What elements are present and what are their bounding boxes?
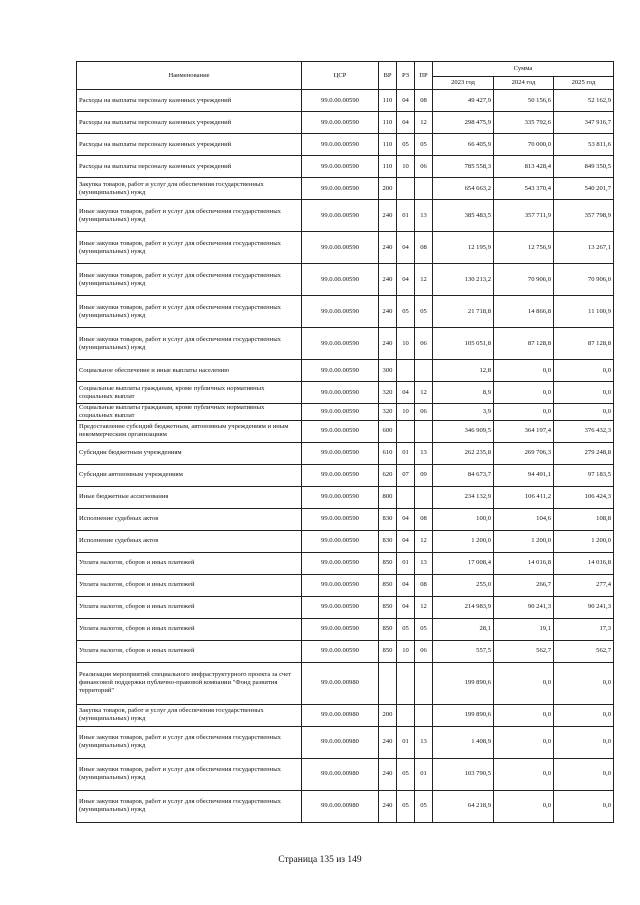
header-year-2025: 2025 год bbox=[554, 77, 614, 90]
row-rz bbox=[397, 486, 415, 508]
row-value-2024: 0,0 bbox=[494, 404, 554, 421]
table-body bbox=[77, 90, 614, 823]
row-rz: 01 bbox=[397, 442, 415, 464]
row-name: Уплата налогов, сборов и иных платежей bbox=[77, 552, 302, 574]
row-value-2024: 90 241,3 bbox=[494, 596, 554, 618]
table-row bbox=[77, 382, 614, 404]
row-pr: 13 bbox=[415, 726, 433, 758]
row-value-2025: 70 906,0 bbox=[554, 264, 614, 296]
row-value-2023: 785 558,3 bbox=[433, 156, 494, 178]
row-rz: 05 bbox=[397, 790, 415, 822]
row-csr: 99.0.00.00590 bbox=[302, 156, 379, 178]
row-vr: 320 bbox=[379, 382, 397, 404]
row-csr: 99.0.00.00590 bbox=[302, 360, 379, 382]
row-name: Уплата налогов, сборов и иных платежей bbox=[77, 640, 302, 662]
row-value-2024: 87 128,8 bbox=[494, 328, 554, 360]
row-value-2025: 279 248,8 bbox=[554, 442, 614, 464]
row-value-2023: 21 718,8 bbox=[433, 296, 494, 328]
row-value-2024: 19,1 bbox=[494, 618, 554, 640]
row-name: Расходы на выплаты персоналу казенных учреждений bbox=[77, 156, 302, 178]
row-value-2023: 66 405,9 bbox=[433, 134, 494, 156]
row-value-2024: 1 200,0 bbox=[494, 530, 554, 552]
row-rz: 04 bbox=[397, 596, 415, 618]
row-value-2023: 199 890,6 bbox=[433, 704, 494, 726]
row-pr: 08 bbox=[415, 574, 433, 596]
row-value-2023: 103 790,5 bbox=[433, 758, 494, 790]
row-csr: 99.0.00.00590 bbox=[302, 134, 379, 156]
row-csr: 99.0.00.00590 bbox=[302, 640, 379, 662]
row-vr: 200 bbox=[379, 704, 397, 726]
row-vr: 830 bbox=[379, 508, 397, 530]
table-row bbox=[77, 264, 614, 296]
row-value-2024: 269 706,3 bbox=[494, 442, 554, 464]
row-value-2023: 255,0 bbox=[433, 574, 494, 596]
header-pr: ПР bbox=[415, 62, 433, 90]
row-vr: 610 bbox=[379, 442, 397, 464]
row-name: Расходы на выплаты персоналу казенных учреждений bbox=[77, 90, 302, 112]
table-row bbox=[77, 464, 614, 486]
row-value-2024: 266,7 bbox=[494, 574, 554, 596]
row-csr: 99.0.00.00590 bbox=[302, 178, 379, 200]
row-rz: 05 bbox=[397, 758, 415, 790]
row-value-2025: 106 424,3 bbox=[554, 486, 614, 508]
row-pr: 05 bbox=[415, 296, 433, 328]
table-row bbox=[77, 704, 614, 726]
row-pr bbox=[415, 662, 433, 704]
row-csr: 99.0.00.00590 bbox=[302, 264, 379, 296]
row-csr: 99.0.00.00980 bbox=[302, 790, 379, 822]
row-pr: 12 bbox=[415, 264, 433, 296]
row-value-2025: 0,0 bbox=[554, 662, 614, 704]
row-value-2025: 17,3 bbox=[554, 618, 614, 640]
row-pr: 05 bbox=[415, 134, 433, 156]
row-name: Предоставление субсидий бюджетным, автономным учреждениям и иным некоммерческим организациям bbox=[77, 420, 302, 442]
row-rz: 10 bbox=[397, 640, 415, 662]
row-name: Закупка товаров, работ и услуг для обеспечения государственных (муниципальных) нужд bbox=[77, 704, 302, 726]
row-pr: 12 bbox=[415, 596, 433, 618]
row-name: Иные закупки товаров, работ и услуг для обеспечения государственных (муниципальных) нужд bbox=[77, 758, 302, 790]
row-name: Иные закупки товаров, работ и услуг для обеспечения государственных (муниципальных) нужд bbox=[77, 790, 302, 822]
row-value-2023: 49 427,9 bbox=[433, 90, 494, 112]
row-vr: 110 bbox=[379, 156, 397, 178]
row-rz: 10 bbox=[397, 404, 415, 421]
row-rz: 10 bbox=[397, 156, 415, 178]
row-value-2023: 3,9 bbox=[433, 404, 494, 421]
row-value-2024: 813 428,4 bbox=[494, 156, 554, 178]
table-row bbox=[77, 618, 614, 640]
table-row bbox=[77, 790, 614, 822]
row-rz: 05 bbox=[397, 296, 415, 328]
row-rz: 05 bbox=[397, 618, 415, 640]
row-name: Иные закупки товаров, работ и услуг для обеспечения государственных (муниципальных) нужд bbox=[77, 232, 302, 264]
table-row bbox=[77, 508, 614, 530]
row-value-2025: 0,0 bbox=[554, 758, 614, 790]
row-name: Иные закупки товаров, работ и услуг для обеспечения государственных (муниципальных) нужд bbox=[77, 726, 302, 758]
row-name: Расходы на выплаты персоналу казенных учреждений bbox=[77, 112, 302, 134]
table-row bbox=[77, 156, 614, 178]
row-pr: 05 bbox=[415, 790, 433, 822]
row-value-2023: 12,8 bbox=[433, 360, 494, 382]
row-pr bbox=[415, 420, 433, 442]
row-value-2024: 543 370,4 bbox=[494, 178, 554, 200]
row-rz: 04 bbox=[397, 90, 415, 112]
row-value-2023: 28,1 bbox=[433, 618, 494, 640]
row-value-2024: 0,0 bbox=[494, 662, 554, 704]
row-vr: 300 bbox=[379, 360, 397, 382]
row-value-2025: 14 016,8 bbox=[554, 552, 614, 574]
row-name: Иные бюджетные ассигнования bbox=[77, 486, 302, 508]
row-pr: 13 bbox=[415, 552, 433, 574]
row-vr bbox=[379, 662, 397, 704]
row-value-2023: 262 235,8 bbox=[433, 442, 494, 464]
row-csr: 99.0.00.00590 bbox=[302, 112, 379, 134]
budget-table bbox=[76, 61, 614, 823]
row-value-2025: 376 432,3 bbox=[554, 420, 614, 442]
row-value-2025: 0,0 bbox=[554, 726, 614, 758]
row-value-2024: 0,0 bbox=[494, 704, 554, 726]
row-value-2023: 8,9 bbox=[433, 382, 494, 404]
row-rz: 04 bbox=[397, 112, 415, 134]
row-name: Уплата налогов, сборов и иных платежей bbox=[77, 574, 302, 596]
row-value-2025: 0,0 bbox=[554, 704, 614, 726]
row-pr bbox=[415, 360, 433, 382]
header-vr: ВР bbox=[379, 62, 397, 90]
row-pr bbox=[415, 486, 433, 508]
row-value-2025: 0,0 bbox=[554, 404, 614, 421]
table-header bbox=[77, 62, 614, 90]
header-name: Наименование bbox=[77, 62, 302, 90]
row-rz: 04 bbox=[397, 264, 415, 296]
row-vr: 240 bbox=[379, 296, 397, 328]
row-name: Расходы на выплаты персоналу казенных учреждений bbox=[77, 134, 302, 156]
table-row bbox=[77, 530, 614, 552]
row-csr: 99.0.00.00590 bbox=[302, 90, 379, 112]
row-value-2024: 70 000,0 bbox=[494, 134, 554, 156]
row-value-2025: 562,7 bbox=[554, 640, 614, 662]
table-row bbox=[77, 200, 614, 232]
table-row bbox=[77, 662, 614, 704]
row-name: Исполнение судебных актов bbox=[77, 530, 302, 552]
row-csr: 99.0.00.00980 bbox=[302, 662, 379, 704]
table-row bbox=[77, 552, 614, 574]
row-rz: 04 bbox=[397, 530, 415, 552]
row-rz: 01 bbox=[397, 726, 415, 758]
table-row bbox=[77, 296, 614, 328]
row-pr: 12 bbox=[415, 382, 433, 404]
row-value-2024: 14 866,8 bbox=[494, 296, 554, 328]
row-name: Иные закупки товаров, работ и услуг для обеспечения государственных (муниципальных) нужд bbox=[77, 264, 302, 296]
table-row bbox=[77, 726, 614, 758]
row-vr: 850 bbox=[379, 574, 397, 596]
row-name: Субсидии автономным учреждениям bbox=[77, 464, 302, 486]
row-value-2025: 0,0 bbox=[554, 360, 614, 382]
row-value-2024: 106 411,2 bbox=[494, 486, 554, 508]
row-csr: 99.0.00.00590 bbox=[302, 328, 379, 360]
row-vr: 850 bbox=[379, 640, 397, 662]
row-vr: 850 bbox=[379, 552, 397, 574]
row-vr: 800 bbox=[379, 486, 397, 508]
row-value-2023: 64 218,9 bbox=[433, 790, 494, 822]
row-rz bbox=[397, 704, 415, 726]
row-pr: 13 bbox=[415, 442, 433, 464]
table-row bbox=[77, 574, 614, 596]
row-value-2023: 100,0 bbox=[433, 508, 494, 530]
row-csr: 99.0.00.00590 bbox=[302, 530, 379, 552]
row-rz: 01 bbox=[397, 200, 415, 232]
row-value-2023: 385 483,5 bbox=[433, 200, 494, 232]
row-value-2025: 87 128,8 bbox=[554, 328, 614, 360]
row-vr: 110 bbox=[379, 90, 397, 112]
row-pr: 05 bbox=[415, 618, 433, 640]
header-csr: ЦСР bbox=[302, 62, 379, 90]
row-csr: 99.0.00.00590 bbox=[302, 618, 379, 640]
row-vr: 600 bbox=[379, 420, 397, 442]
table-row bbox=[77, 420, 614, 442]
row-csr: 99.0.00.00590 bbox=[302, 404, 379, 421]
row-csr: 99.0.00.00590 bbox=[302, 296, 379, 328]
row-value-2025: 357 798,9 bbox=[554, 200, 614, 232]
row-pr: 06 bbox=[415, 156, 433, 178]
row-name: Социальные выплаты гражданам, кроме публичных нормативных социальных выплат bbox=[77, 404, 302, 421]
row-pr: 06 bbox=[415, 640, 433, 662]
table-row bbox=[77, 758, 614, 790]
row-value-2024: 104,6 bbox=[494, 508, 554, 530]
row-value-2025: 13 267,1 bbox=[554, 232, 614, 264]
row-vr: 620 bbox=[379, 464, 397, 486]
row-vr: 850 bbox=[379, 596, 397, 618]
row-rz: 01 bbox=[397, 552, 415, 574]
row-value-2024: 0,0 bbox=[494, 790, 554, 822]
table-row bbox=[77, 596, 614, 618]
row-vr: 850 bbox=[379, 618, 397, 640]
row-csr: 99.0.00.00590 bbox=[302, 442, 379, 464]
row-value-2025: 53 811,6 bbox=[554, 134, 614, 156]
table-row bbox=[77, 90, 614, 112]
row-name: Реализация мероприятий специального инфраструктурного проекта за счет финансовой поддержки публично-правовой компании "Фонд развития территорий" bbox=[77, 662, 302, 704]
row-pr: 08 bbox=[415, 90, 433, 112]
row-name: Закупка товаров, работ и услуг для обеспечения государственных (муниципальных) нужд bbox=[77, 178, 302, 200]
row-value-2024: 14 016,8 bbox=[494, 552, 554, 574]
row-name: Иные закупки товаров, работ и услуг для обеспечения государственных (муниципальных) нужд bbox=[77, 328, 302, 360]
row-name: Иные закупки товаров, работ и услуг для обеспечения государственных (муниципальных) нужд bbox=[77, 296, 302, 328]
header-year-2024: 2024 год bbox=[494, 77, 554, 90]
row-value-2025: 347 916,7 bbox=[554, 112, 614, 134]
row-pr bbox=[415, 178, 433, 200]
row-value-2024: 562,7 bbox=[494, 640, 554, 662]
row-value-2023: 105 051,8 bbox=[433, 328, 494, 360]
row-csr: 99.0.00.00980 bbox=[302, 726, 379, 758]
row-rz: 04 bbox=[397, 508, 415, 530]
header-year-2023: 2023 год bbox=[433, 77, 494, 90]
row-value-2024: 12 756,9 bbox=[494, 232, 554, 264]
row-csr: 99.0.00.00590 bbox=[302, 382, 379, 404]
row-value-2024: 0,0 bbox=[494, 360, 554, 382]
row-csr: 99.0.00.00590 bbox=[302, 200, 379, 232]
row-rz: 05 bbox=[397, 134, 415, 156]
row-rz bbox=[397, 178, 415, 200]
header-sum: Сумма bbox=[433, 62, 614, 77]
row-vr: 110 bbox=[379, 112, 397, 134]
row-value-2023: 17 008,4 bbox=[433, 552, 494, 574]
row-value-2025: 0,0 bbox=[554, 790, 614, 822]
row-value-2024: 94 491,1 bbox=[494, 464, 554, 486]
row-name: Уплата налогов, сборов и иных платежей bbox=[77, 618, 302, 640]
row-pr: 13 bbox=[415, 200, 433, 232]
row-vr: 240 bbox=[379, 328, 397, 360]
row-value-2025: 540 201,7 bbox=[554, 178, 614, 200]
row-vr: 320 bbox=[379, 404, 397, 421]
table-row bbox=[77, 328, 614, 360]
row-value-2023: 12 195,9 bbox=[433, 232, 494, 264]
table-row bbox=[77, 232, 614, 264]
row-value-2025: 90 241,3 bbox=[554, 596, 614, 618]
row-value-2023: 346 909,5 bbox=[433, 420, 494, 442]
row-value-2023: 1 408,9 bbox=[433, 726, 494, 758]
row-value-2024: 0,0 bbox=[494, 758, 554, 790]
row-pr: 09 bbox=[415, 464, 433, 486]
row-pr: 08 bbox=[415, 232, 433, 264]
row-pr: 06 bbox=[415, 404, 433, 421]
row-vr: 110 bbox=[379, 134, 397, 156]
row-value-2025: 277,4 bbox=[554, 574, 614, 596]
row-csr: 99.0.00.00590 bbox=[302, 486, 379, 508]
row-value-2023: 654 663,2 bbox=[433, 178, 494, 200]
row-value-2023: 298 475,9 bbox=[433, 112, 494, 134]
row-value-2023: 130 213,2 bbox=[433, 264, 494, 296]
row-csr: 99.0.00.00590 bbox=[302, 552, 379, 574]
row-vr: 240 bbox=[379, 232, 397, 264]
row-value-2024: 335 792,6 bbox=[494, 112, 554, 134]
row-csr: 99.0.00.00590 bbox=[302, 464, 379, 486]
row-csr: 99.0.00.00590 bbox=[302, 420, 379, 442]
row-value-2024: 0,0 bbox=[494, 382, 554, 404]
row-value-2023: 557,5 bbox=[433, 640, 494, 662]
row-rz: 04 bbox=[397, 382, 415, 404]
row-vr: 200 bbox=[379, 178, 397, 200]
table-row bbox=[77, 112, 614, 134]
row-value-2023: 199 890,6 bbox=[433, 662, 494, 704]
row-name: Иные закупки товаров, работ и услуг для обеспечения государственных (муниципальных) нужд bbox=[77, 200, 302, 232]
table-row bbox=[77, 486, 614, 508]
table-row bbox=[77, 404, 614, 421]
table-row bbox=[77, 442, 614, 464]
row-rz: 04 bbox=[397, 232, 415, 264]
table-row bbox=[77, 360, 614, 382]
row-rz: 10 bbox=[397, 328, 415, 360]
row-value-2023: 1 200,0 bbox=[433, 530, 494, 552]
page-number: Страница 135 из 149 bbox=[278, 855, 362, 865]
row-rz bbox=[397, 662, 415, 704]
row-csr: 99.0.00.00590 bbox=[302, 596, 379, 618]
row-vr: 240 bbox=[379, 726, 397, 758]
row-pr bbox=[415, 704, 433, 726]
row-value-2025: 97 183,5 bbox=[554, 464, 614, 486]
row-name: Уплата налогов, сборов и иных платежей bbox=[77, 596, 302, 618]
row-vr: 830 bbox=[379, 530, 397, 552]
table-row bbox=[77, 640, 614, 662]
row-value-2025: 52 162,9 bbox=[554, 90, 614, 112]
row-value-2023: 84 673,7 bbox=[433, 464, 494, 486]
row-csr: 99.0.00.00980 bbox=[302, 758, 379, 790]
row-name: Исполнение судебных актов bbox=[77, 508, 302, 530]
row-name: Социальное обеспечение и иные выплаты населению bbox=[77, 360, 302, 382]
row-value-2025: 0,0 bbox=[554, 382, 614, 404]
row-pr: 12 bbox=[415, 530, 433, 552]
row-value-2024: 0,0 bbox=[494, 726, 554, 758]
row-value-2025: 11 100,9 bbox=[554, 296, 614, 328]
header-rz: РЗ bbox=[397, 62, 415, 90]
row-csr: 99.0.00.00980 bbox=[302, 704, 379, 726]
row-value-2024: 70 906,0 bbox=[494, 264, 554, 296]
row-pr: 01 bbox=[415, 758, 433, 790]
row-value-2025: 1 200,0 bbox=[554, 530, 614, 552]
row-rz bbox=[397, 420, 415, 442]
row-csr: 99.0.00.00590 bbox=[302, 232, 379, 264]
row-value-2025: 849 350,5 bbox=[554, 156, 614, 178]
row-csr: 99.0.00.00590 bbox=[302, 574, 379, 596]
table-row bbox=[77, 134, 614, 156]
row-pr: 06 bbox=[415, 328, 433, 360]
row-vr: 240 bbox=[379, 758, 397, 790]
row-value-2024: 364 197,4 bbox=[494, 420, 554, 442]
row-name: Социальные выплаты гражданам, кроме публичных нормативных социальных выплат bbox=[77, 382, 302, 404]
row-pr: 08 bbox=[415, 508, 433, 530]
row-rz bbox=[397, 360, 415, 382]
row-value-2023: 234 132,9 bbox=[433, 486, 494, 508]
row-rz: 04 bbox=[397, 574, 415, 596]
row-csr: 99.0.00.00590 bbox=[302, 508, 379, 530]
row-name: Субсидии бюджетным учреждениям bbox=[77, 442, 302, 464]
row-rz: 07 bbox=[397, 464, 415, 486]
table-row bbox=[77, 178, 614, 200]
row-pr: 12 bbox=[415, 112, 433, 134]
row-vr: 240 bbox=[379, 200, 397, 232]
row-vr: 240 bbox=[379, 790, 397, 822]
row-value-2024: 357 711,9 bbox=[494, 200, 554, 232]
row-value-2024: 50 156,6 bbox=[494, 90, 554, 112]
row-value-2023: 214 983,9 bbox=[433, 596, 494, 618]
row-vr: 240 bbox=[379, 264, 397, 296]
row-value-2025: 108,8 bbox=[554, 508, 614, 530]
